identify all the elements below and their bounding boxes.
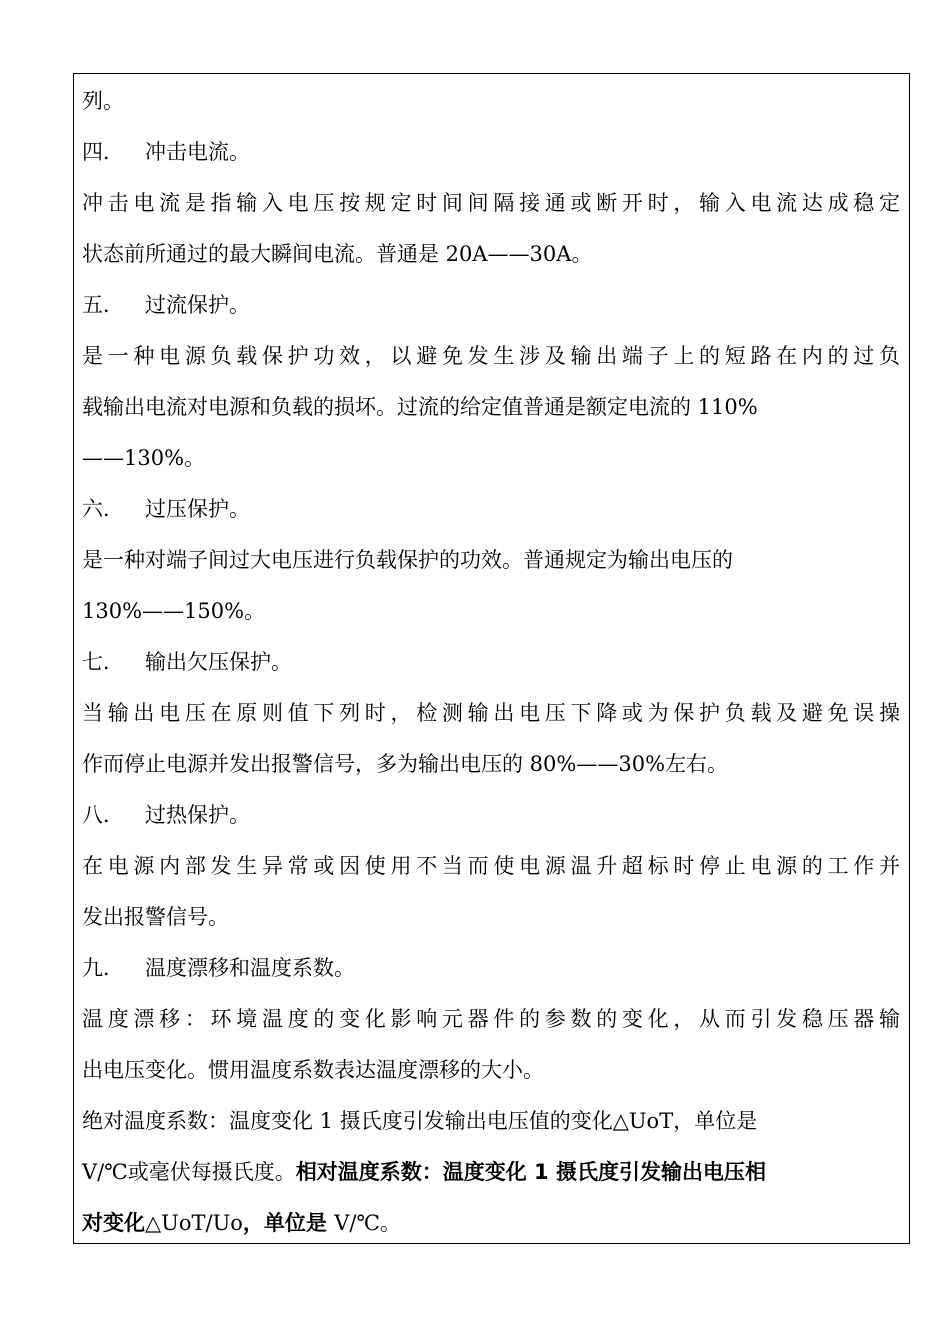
section-heading-9 [82, 943, 900, 994]
text-line: ——130%。 [82, 446, 206, 470]
section-heading-4 [82, 127, 900, 178]
plain-text: V/℃或毫伏每摄氏度。 [82, 1160, 296, 1184]
text-line: 状态前所通过的最大瞬间电流。普通是 20A——30A。 [82, 242, 593, 266]
text-line: 出电压变化。惯用温度系数表达温度漂移的大小。 [82, 1058, 544, 1082]
heading-text: 冲击电流。 [145, 140, 250, 164]
heading-text: 温度漂移和温度系数。 [145, 956, 355, 980]
text-line: 是一种电源负载保护功效，以避免发生涉及输出端子上的短路在内的过负 [82, 344, 900, 368]
heading-number: 六． [82, 497, 124, 521]
text-line: 在电源内部发生异常或因使用不当而使电源温升超标时停止电源的工作并 [82, 854, 900, 878]
bold-text: 相对温度系数：温度变化 1 摄氏度引发输出电压相 [295, 1160, 766, 1184]
heading-text: 过压保护。 [145, 497, 250, 521]
text-line: 列。 [82, 89, 124, 113]
text-line: 温度漂移：环境温度的变化影响元器件的参数的变化，从而引发稳压器输 [82, 1007, 900, 1031]
section-heading-6 [82, 484, 900, 535]
bold-text: 对变化△ [82, 1211, 162, 1235]
document-body [82, 76, 900, 1249]
plain-text: V/℃。 [334, 1211, 401, 1235]
heading-number: 九． [82, 956, 124, 980]
section-heading-7 [82, 637, 900, 688]
section-heading-5 [82, 280, 900, 331]
plain-text: UoT/Uo [161, 1211, 243, 1235]
text-line: 载输出电流对电源和负载的损坏。过流的给定值普通是额定电流的 110% [82, 395, 758, 419]
section-heading-8 [82, 790, 900, 841]
text-line-mixed [82, 1198, 900, 1249]
heading-number: 四． [82, 140, 124, 164]
text-line: 冲击电流是指输入电压按规定时间间隔接通或断开时，输入电流达成稳定 [82, 191, 900, 215]
heading-number: 七． [82, 650, 124, 674]
heading-text: 过热保护。 [145, 803, 250, 827]
bold-text: ，单位是 [242, 1211, 335, 1235]
heading-text: 输出欠压保护。 [145, 650, 292, 674]
text-line: 作而停止电源并发出报警信号，多为输出电压的 80%——30%左右。 [82, 752, 729, 776]
text-line-mixed [82, 1147, 900, 1198]
text-line: 绝对温度系数：温度变化 1 摄氏度引发输出电压值的变化△UoT，单位是 [82, 1109, 758, 1133]
text-line: 发出报警信号。 [82, 905, 229, 929]
text-line: 是一种对端子间过大电压进行负载保护的功效。普通规定为输出电压的 [82, 548, 733, 572]
text-line: 130%——150%。 [82, 599, 266, 623]
heading-text: 过流保护。 [145, 293, 250, 317]
heading-number: 五． [82, 293, 124, 317]
text-line: 当输出电压在原则值下列时，检测输出电压下降或为保护负载及避免误操 [82, 701, 900, 725]
heading-number: 八． [82, 803, 124, 827]
